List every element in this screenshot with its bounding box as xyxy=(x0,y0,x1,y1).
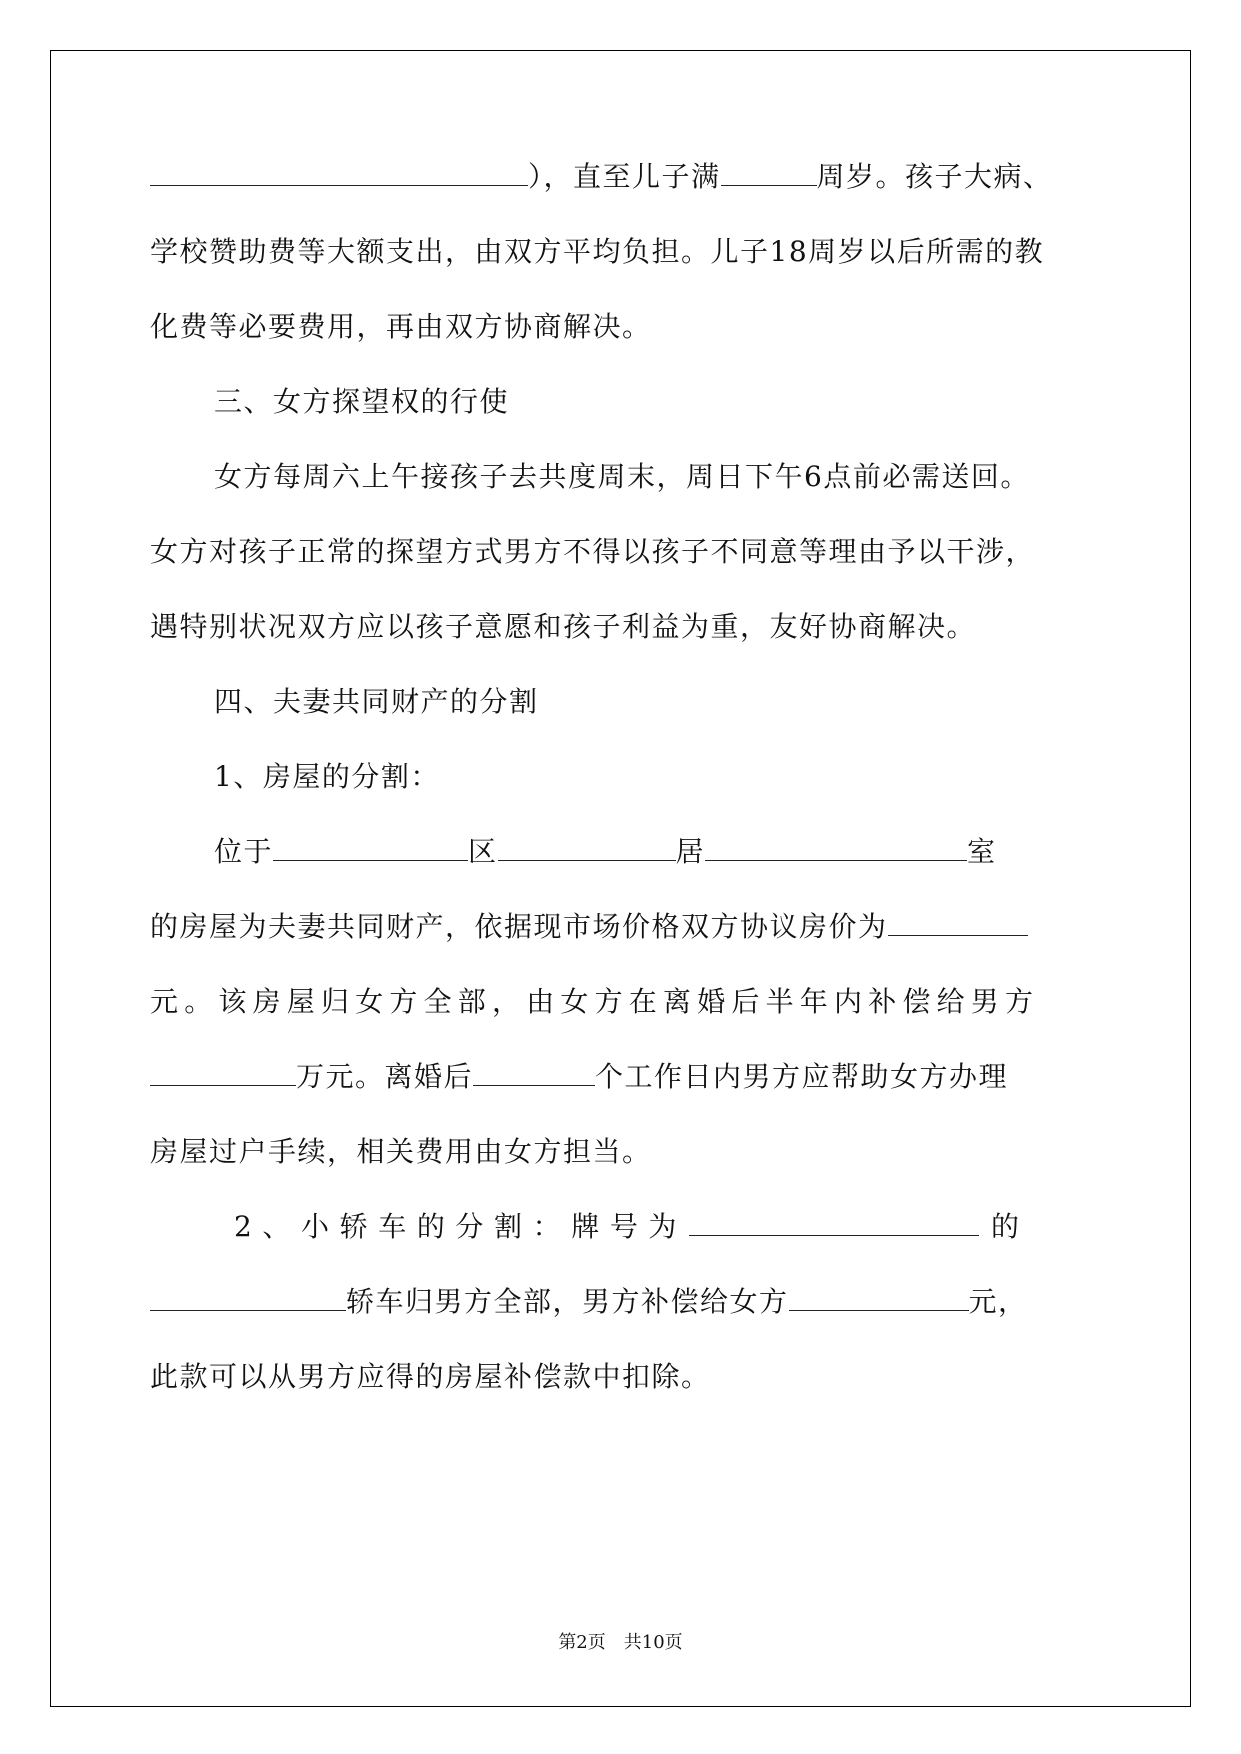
blank-field xyxy=(888,909,1028,936)
text-segment: 轿车归男方全部，男方补偿给女方 xyxy=(346,1285,789,1318)
text-segment: 区 xyxy=(468,835,498,868)
text-line: 女方每周六上午接孩子去共度周末，周日下午6点前必需送回。 xyxy=(214,460,1030,493)
text-segment: 的房屋为夫妻共同财产，依据现市场价格双方协议房价为 xyxy=(150,910,888,943)
section-heading: 四、夫妻共同财产的分割 xyxy=(214,685,539,718)
text-line xyxy=(234,1205,1021,1245)
section-heading: 三、女方探望权的行使 xyxy=(214,385,510,418)
blank-field xyxy=(273,834,468,861)
text-line xyxy=(150,1055,1008,1095)
text-line: 房屋过户手续，相关费用由女方担当。 xyxy=(150,1135,652,1168)
text-line: 化费等必要费用，再由双方协商解决。 xyxy=(150,310,652,343)
text-line: 学校赞助费等大额支出，由双方平均负担。儿子18周岁以后所需的教 xyxy=(150,235,1045,268)
text-line: 女方对孩子正常的探望方式男方不得以孩子不同意等理由予以干涉， xyxy=(150,535,1036,568)
blank-field xyxy=(689,1209,979,1236)
blank-field xyxy=(705,834,967,861)
text-line: 遇特别状况双方应以孩子意愿和孩子利益为重，友好协商解决。 xyxy=(150,610,977,643)
text-segment: 元， xyxy=(968,1285,1028,1318)
subsection-heading: 1、房屋的分割： xyxy=(214,760,440,793)
text-segment: ），直至儿子满 xyxy=(528,160,721,193)
page-number: 第2页 共10页 xyxy=(558,1632,683,1653)
text-line xyxy=(150,1280,1028,1320)
blank-field xyxy=(150,1284,346,1311)
text-segment: 居 xyxy=(675,835,706,868)
blank-field xyxy=(473,1059,595,1086)
text-line: 元。该房屋归女方全部，由女方在离婚后半年内补偿给男方 xyxy=(150,985,1040,1018)
blank-field xyxy=(498,834,676,861)
text-segment: 万元。离婚后 xyxy=(296,1060,474,1093)
text-segment: 位于 xyxy=(214,835,274,868)
blank-field xyxy=(789,1284,969,1311)
text-line: 此款可以从男方应得的房屋补偿款中扣除。 xyxy=(150,1360,711,1393)
text-segment: 2、小轿车的分割：牌号为 xyxy=(234,1210,688,1243)
blank-field xyxy=(721,159,817,186)
text-segment: 周岁。孩子大病、 xyxy=(816,160,1053,193)
text-segment: 个工作日内男方应帮助女方办理 xyxy=(595,1060,1009,1093)
text-segment: 的 xyxy=(991,1210,1021,1243)
text-line xyxy=(150,155,1053,195)
blank-field xyxy=(150,159,528,186)
page-border xyxy=(50,50,1191,1707)
text-line xyxy=(150,905,1028,945)
text-segment: 室 xyxy=(967,835,997,868)
blank-field xyxy=(150,1059,296,1086)
text-line xyxy=(214,830,997,870)
